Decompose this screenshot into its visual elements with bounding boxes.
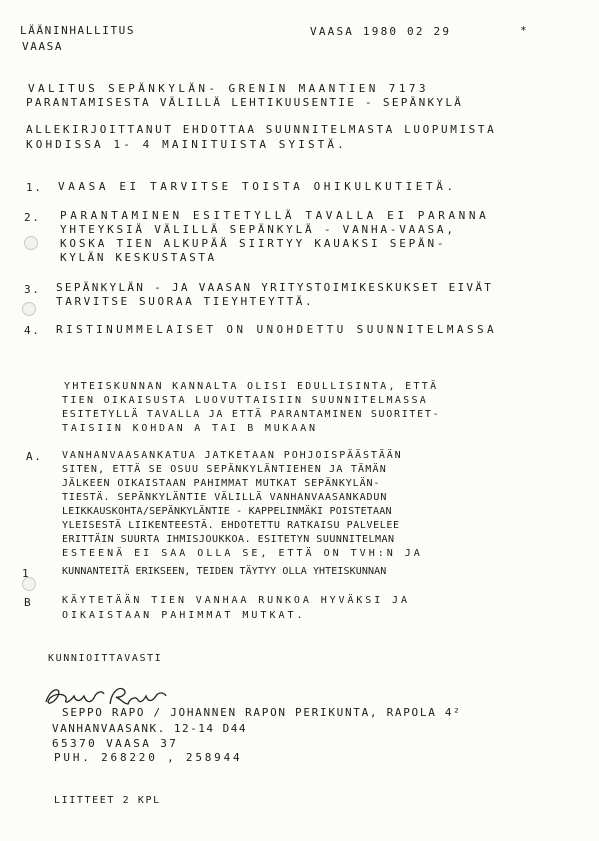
point-line: KYLÄN KESKUSTASTA <box>60 251 217 264</box>
intro-line-2: KOHDISSA 1- 4 MAINITUISTA SYISTÄ. <box>26 138 347 151</box>
point-number: 1. <box>26 181 43 194</box>
point-line: SEPÄNKYLÄN - JA VAASAN YRITYSTOIMIKESKUKSET EIVÄT <box>56 281 494 294</box>
option-line: KUNNANTEITÄ ERIKSEEN, TEIDEN TÄYTYY OLLA YHTEISKUNNAN <box>62 566 387 577</box>
body-line: TIEN OIKAISUSTA LUOVUTTAISIIN SUUNNITELMASSA <box>62 395 429 406</box>
point-line: PARANTAMINEN ESITETYLLÄ TAVALLA EI PARANNA <box>60 209 490 222</box>
point-line: VAASA EI TARVITSE TOISTA OHIKULKUTIETÄ. <box>58 180 457 193</box>
subject-line-2: PARANTAMISESTA VÄLILLÄ LEHTIKUUSENTIE - SEPÄNKYLÄ <box>26 96 464 109</box>
point-line: KOSKA TIEN ALKUPÄÄ SIIRTYY KAUAKSI SEPÄN- <box>60 237 447 250</box>
sender-line-1: LÄÄNINHALLITUS <box>20 24 136 37</box>
punch-hole <box>24 236 38 250</box>
option-line: VANHANVAASANKATUA JATKETAAN POHJOISPÄÄSTÄÄN <box>62 450 403 461</box>
option-line: LEIKKAUSKOHTA/SEPÄNKYLÄNTIE - KAPPELINMÄKI POISTETAAN <box>62 506 392 517</box>
corner-mark: * <box>520 24 529 37</box>
option-line: TIESTÄ. SEPÄNKYLÄNTIE VÄLILLÄ VANHANVAASANKADUN <box>62 492 388 503</box>
point-line: RISTINUMMELAISET ON UNOHDETTU SUUNNITELMASSA <box>56 323 497 336</box>
body-line: ESITETYLLÄ TAVALLA JA ETTÄ PARANTAMINEN SUORITET- <box>62 409 441 420</box>
address-line-1: VANHANVAASANK. 12-14 D44 <box>52 722 247 735</box>
sender-line-2: VAASA <box>22 40 64 53</box>
point-line: TARVITSE SUORAA TIEYHTEYTTÄ. <box>56 295 315 308</box>
margin-number: 1 <box>22 567 31 580</box>
option-label: A. <box>26 450 43 463</box>
point-number: 3. <box>24 283 41 296</box>
option-line: ESTEENÄ EI SAA OLLA SE, ETTÄ ON TVH:N JA <box>62 548 423 559</box>
option-line: KÄYTETÄÄN TIEN VANHAA RUNKOA HYVÄKSI JA <box>62 595 410 606</box>
body-line: TAISIIN KOHDAN A TAI B MUKAAN <box>62 423 318 434</box>
point-number: 2. <box>24 211 41 224</box>
place-date: VAASA 1980 02 29 <box>310 25 452 38</box>
option-line: YLEISESTÄ LIIKENTEESTÄ. EHDOTETTU RATKAISU PALVELEE <box>62 520 400 531</box>
option-line: ERITTÄIN SUURTA IHMISJOUKKOA. ESITETYN SUUNNITELMAN <box>62 534 395 545</box>
closing: KUNNIOITTAVASTI <box>48 653 163 664</box>
attachments: LIITTEET 2 KPL <box>54 795 161 806</box>
subject-line-1: VALITUS SEPÄNKYLÄN- GRENIN MAANTIEN 7173 <box>28 82 429 95</box>
signer-name-line: SEPPO RAPO / JOHANNEN RAPON PERIKUNTA, RAPOLA 4² <box>62 706 462 719</box>
punch-hole <box>22 302 36 316</box>
intro-line-1: ALLEKIRJOITTANUT EHDOTTAA SUUNNITELMASTA LUOPUMISTA <box>26 123 497 136</box>
address-line-2: 65370 VAASA 37 <box>52 737 179 750</box>
point-line: YHTEYKSIÄ VÄLILLÄ SEPÄNKYLÄ - VANHA-VAASA, <box>60 223 456 236</box>
option-line: JÄLKEEN OIKAISTAAN PAHIMMAT MUTKAT SEPÄNKYLÄN- <box>62 478 381 489</box>
option-label: B <box>24 596 33 609</box>
point-number: 4. <box>24 324 41 337</box>
phone-line: PUH. 268220 , 258944 <box>54 751 243 764</box>
option-line: OIKAISTAAN PAHIMMAT MUTKAT. <box>62 610 306 621</box>
option-line: SITEN, ETTÄ SE OSUU SEPÄNKYLÄNTIEHEN JA TÄMÄN <box>62 464 387 475</box>
body-line: YHTEISKUNNAN KANNALTA OLISI EDULLISINTA, ETTÄ <box>64 381 439 392</box>
